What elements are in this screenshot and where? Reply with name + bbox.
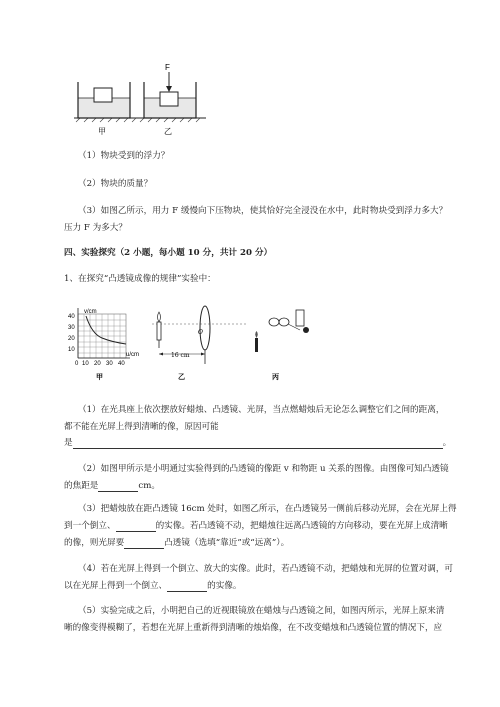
lens-figure-row — [60, 304, 340, 390]
container-figure — [70, 58, 210, 138]
part3-line2: 到一个倒立、 的实像。若凸透镜不动，把蜡烛往远离凸透镜的方向移动，要在光屏上成清晰 — [64, 521, 448, 531]
part3-line3: 的像，则光屏要 凸透镜（选填“靠近”或“远离”）。 — [64, 538, 290, 548]
graph-ylabel: v/cm — [84, 309, 97, 315]
part2-line2: 的焦距是 cm。 — [64, 481, 160, 491]
answer-blank[interactable] — [167, 581, 207, 592]
graph-xtick: 20 — [94, 361, 101, 367]
glasses-figure — [255, 310, 309, 381]
label-jia-2: 甲 — [96, 374, 103, 381]
section-heading: 四、实验探究（2 小题，每小题 10 分，共计 20 分） — [64, 248, 273, 258]
lens-label-o: O — [198, 329, 203, 336]
part5-line2: 晰的像变得模糊了，若想在光屏上重新得到清晰的烛焰像，在不改变蜡烛和凸透镜位置的情况下，应 — [64, 623, 443, 633]
graph-ytick: 20 — [68, 336, 75, 342]
answer-blank[interactable] — [73, 438, 443, 449]
answer-blank[interactable] — [124, 538, 164, 549]
part1-line2: 都不能在光屏上得到清晰的像，原因可能 — [64, 422, 219, 432]
part4-line1: （4）若在光屏上得到一个倒立、放大的实像。此时，若凸透镜不动，把蜡烛和光屏的位置对调，可 — [78, 564, 454, 574]
part4-line2: 以在光屏上得到一个倒立、 的实像。 — [64, 581, 242, 591]
answer-blank[interactable] — [98, 481, 138, 492]
experiment-intro: 1、在探究“凸透镜成像的规律”实验中： — [64, 274, 216, 284]
candle-lens-figure — [152, 306, 246, 381]
label-yi: 乙 — [164, 127, 172, 136]
graph-xtick: 40 — [118, 361, 125, 367]
force-label: F — [165, 63, 170, 72]
uv-graph — [68, 308, 139, 381]
graph-ytick: 40 — [68, 314, 75, 320]
graph-ytick: 30 — [68, 325, 75, 331]
part1-line3: 是 。 — [64, 438, 452, 448]
part3-line1: （3）把蜡烛放在距凸透镜 16cm 处时，如图乙所示，在凸透镜另一侧前后移动光屏，会在光屏上得 — [78, 504, 457, 514]
graph-xtick: 0 — [75, 361, 79, 367]
question-sub-1: （1）物块受到的浮力？ — [78, 151, 170, 161]
graph-ytick: 10 — [68, 347, 75, 353]
part2-line1: （2）如图甲所示是小明通过实验得到的凸透镜的像距 v 和物距 u 关系的图像。由图像可知凸透镜 — [78, 464, 449, 474]
question-sub-3-line2: 压力 F 为多大？ — [64, 223, 127, 233]
part5-line1: （5）实验完成之后，小明把自己的近视眼镜放在蜡烛与凸透镜之间，如图丙所示，光屏上原来清 — [78, 606, 445, 616]
distance-label: 16 cm — [171, 352, 190, 359]
label-bing: 丙 — [272, 372, 279, 381]
graph-xlabel: u/cm — [126, 352, 140, 358]
graph-xtick: 10 — [82, 361, 89, 367]
answer-blank[interactable] — [116, 521, 156, 532]
label-yi-2: 乙 — [178, 372, 185, 381]
graph-xtick: 30 — [106, 361, 113, 367]
part1-line1: （1）在光具座上依次摆放好蜡烛、凸透镜、光屏，当点燃蜡烛后无论怎么调整它们之间的距离， — [78, 405, 445, 415]
label-jia: 甲 — [98, 127, 106, 136]
question-sub-3-line1: （3）如图乙所示，用力 F 缓慢向下压物块，使其恰好完全浸没在水中，此时物块受到浮力多大？ — [78, 206, 448, 216]
question-sub-2: （2）物块的质量？ — [78, 179, 153, 189]
